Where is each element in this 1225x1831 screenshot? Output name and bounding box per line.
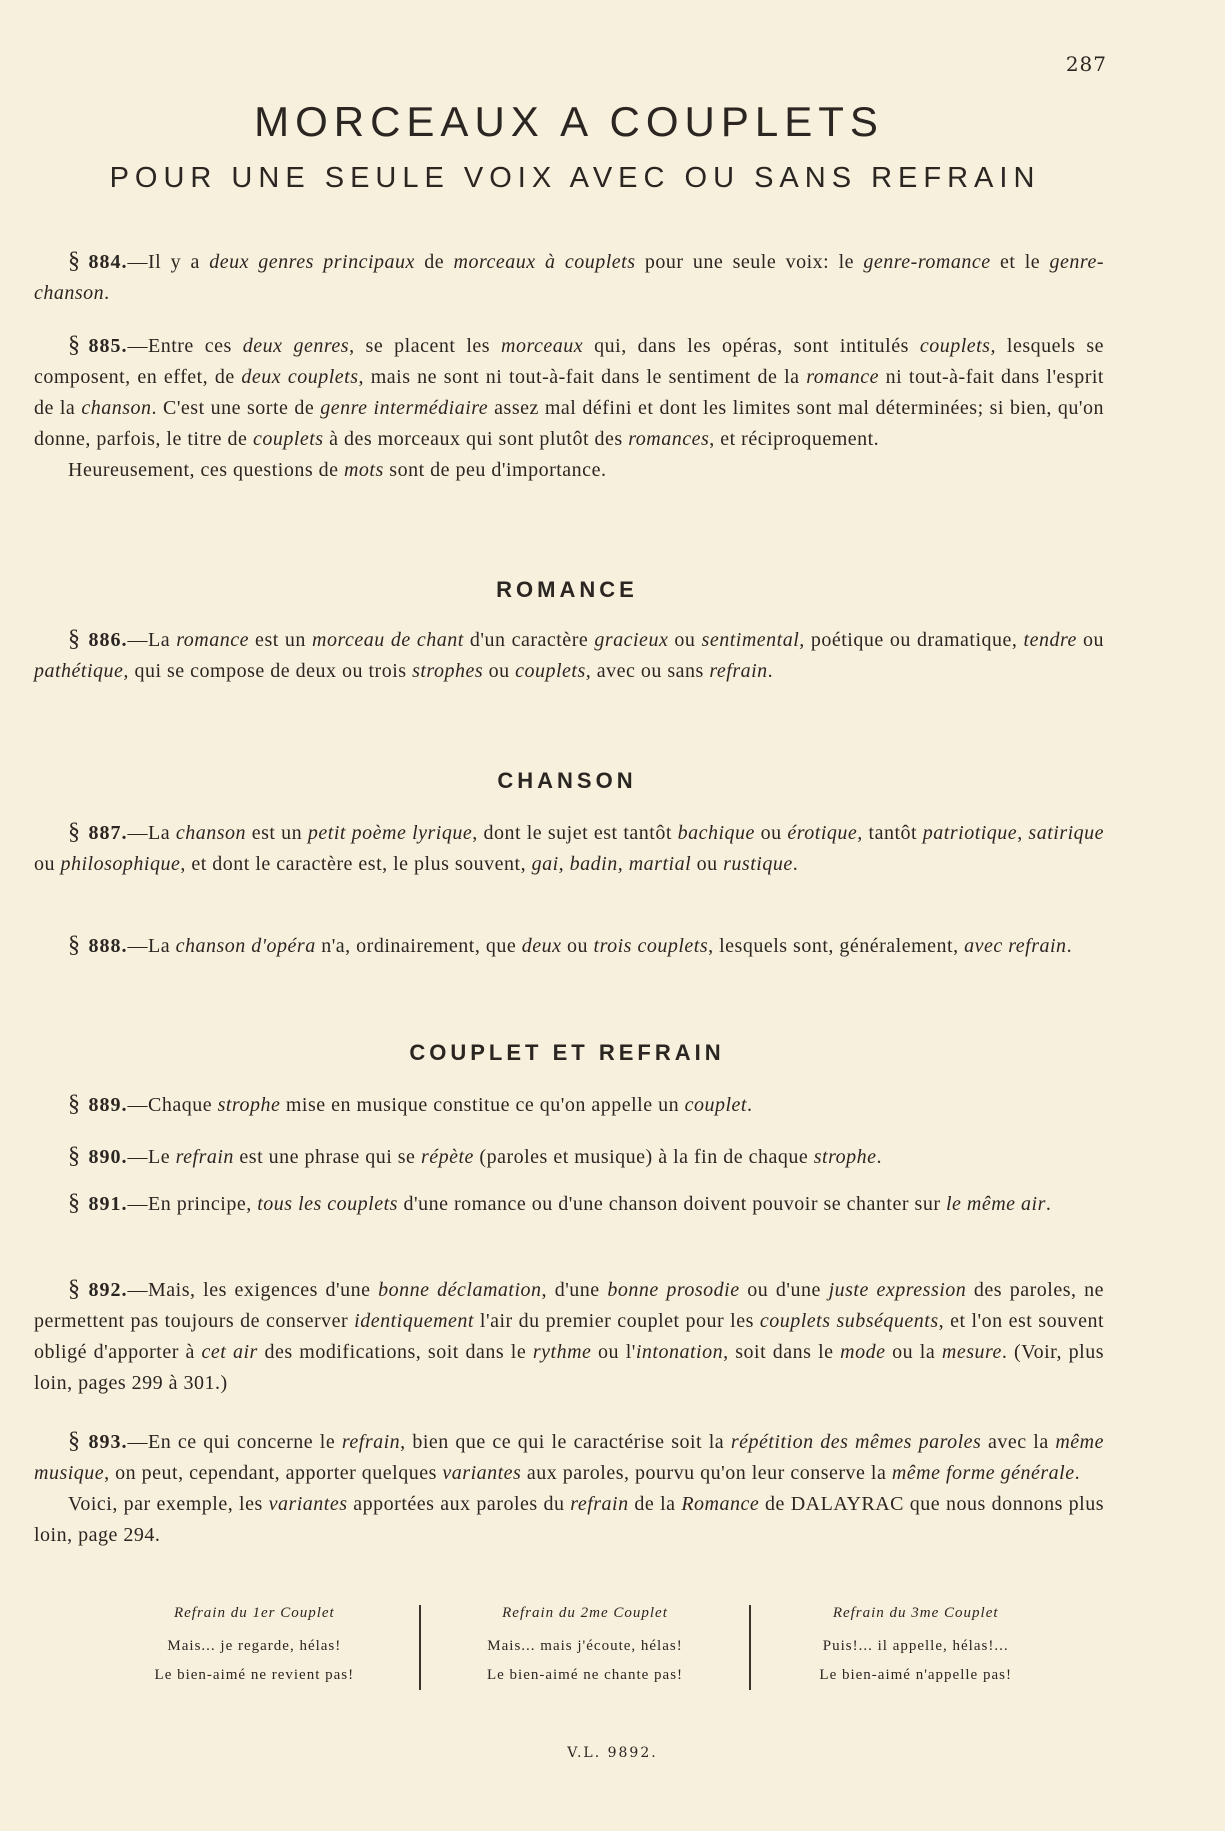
body-text: à des morceaux qui sont plutôt des xyxy=(323,428,629,450)
body-text: est un xyxy=(248,629,312,651)
emphasis-text: couplets subséquents xyxy=(759,1310,939,1332)
body-text: . C'est une sorte de xyxy=(151,397,321,419)
body-text: , soit dans le xyxy=(723,1341,841,1363)
body-text: qui, dans les opéras, sont intitulés xyxy=(583,335,920,357)
emphasis-text: morceaux à couplets xyxy=(453,251,636,273)
paragraph-s890 xyxy=(34,1141,1104,1173)
body-text: , xyxy=(1017,822,1029,844)
body-text: —En principe, xyxy=(127,1193,258,1215)
body-text: , et l'on est souvent obligé d'apporter à xyxy=(34,1310,1105,1363)
refrain-heading: Refrain du 3me Couplet xyxy=(832,1605,999,1621)
body-text: , dont le sujet est tantôt xyxy=(472,822,678,844)
body-text: d'une romance ou d'une chanson doivent pouvoir se chanter sur xyxy=(397,1193,946,1215)
emphasis-text: deux genres xyxy=(242,335,350,357)
page-subtitle: POUR UNE SEULE VOIX AVEC OU SANS REFRAIN xyxy=(109,162,1041,194)
body-text: —Le xyxy=(127,1146,176,1168)
paragraph-s893-continued xyxy=(34,1489,1104,1551)
emphasis-text: répète xyxy=(420,1146,474,1168)
body-text: . (Voir, plus loin, pages 299 à 301.) xyxy=(34,1341,1104,1394)
body-text: , lesquels sont, généralement, xyxy=(708,935,965,957)
section-sign-icon: § xyxy=(68,819,81,845)
emphasis-text: gai, badin, martial xyxy=(531,853,692,875)
emphasis-text: genre-romance xyxy=(863,251,991,273)
section-891 xyxy=(34,1188,1104,1220)
body-text: l'air du premier couplet pour les xyxy=(473,1310,760,1332)
emphasis-text: le même air xyxy=(945,1193,1046,1215)
body-text: . xyxy=(1045,1193,1052,1215)
emphasis-text: répétition des mêmes paroles xyxy=(730,1431,982,1453)
body-text: apportées aux paroles du xyxy=(347,1493,571,1515)
section-number: 885. xyxy=(88,335,128,357)
emphasis-text: couplets, xyxy=(515,660,592,682)
emphasis-text: romance xyxy=(176,629,249,651)
body-text: . xyxy=(792,853,799,875)
section-number: 887. xyxy=(88,822,128,844)
emphasis-text: refrain xyxy=(175,1146,234,1168)
body-text: sont de peu d'importance. xyxy=(383,459,607,481)
emphasis-text: trois couplets xyxy=(593,935,709,957)
emphasis-text: satirique xyxy=(1028,822,1105,844)
section-sign-icon: § xyxy=(68,248,81,274)
body-text: . xyxy=(1074,1462,1081,1484)
body-text: —Entre ces xyxy=(127,335,243,357)
body-text: mise en musique constitue ce qu'on appelle un xyxy=(280,1094,685,1116)
paragraph-s887 xyxy=(34,817,1104,880)
emphasis-text: bonne déclamation xyxy=(378,1279,542,1301)
emphasis-text: deux couplets xyxy=(241,366,359,388)
section-889 xyxy=(34,1089,1104,1121)
emphasis-text: genre-chanson xyxy=(34,251,1105,304)
body-text: —En ce qui concerne le xyxy=(127,1431,342,1453)
section-sign-icon: § xyxy=(68,1428,81,1454)
body-text: de la xyxy=(628,1493,682,1515)
section-sign-icon: § xyxy=(68,626,81,652)
body-text: , bien que ce qui le caractérise soit la xyxy=(400,1431,731,1453)
emphasis-text: philosophique xyxy=(60,853,181,875)
section-886 xyxy=(34,624,1104,687)
body-text: des paroles, ne permettent pas toujours de conserver xyxy=(34,1279,1105,1332)
body-text: . xyxy=(876,1146,883,1168)
section-888 xyxy=(34,930,1104,962)
page-title: MORCEAUX A COUPLETS xyxy=(254,98,884,145)
emphasis-text: gracieux xyxy=(594,629,669,651)
body-text: pour une seule voix: le xyxy=(635,251,864,273)
emphasis-text: bachique xyxy=(677,822,755,844)
body-text: , d'une xyxy=(541,1279,608,1301)
body-text: est une phrase qui se xyxy=(233,1146,421,1168)
refrain-column xyxy=(90,1605,419,1690)
refrain-column xyxy=(419,1605,750,1690)
emphasis-text: chanson d'opéra xyxy=(175,935,316,957)
body-text: . xyxy=(104,282,110,304)
section-number: 890. xyxy=(88,1146,128,1168)
section-892 xyxy=(34,1274,1104,1399)
body-text: , se placent les xyxy=(349,335,502,357)
body-text: poétique ou dramatique, xyxy=(804,629,1024,651)
emphasis-text: Romance xyxy=(681,1493,760,1515)
emphasis-text: strophes xyxy=(412,660,484,682)
section-number: 893. xyxy=(88,1431,128,1453)
body-text: n'a, ordinairement, que xyxy=(315,935,522,957)
emphasis-text: romances xyxy=(628,428,710,450)
body-text: lesquels se composent, en effet, de xyxy=(34,335,1104,388)
emphasis-text: mots xyxy=(343,459,384,481)
section-number: 888. xyxy=(88,935,128,957)
body-text: ou xyxy=(668,629,702,651)
page-number: 287 xyxy=(1065,52,1107,76)
section-sign-icon: § xyxy=(68,1091,81,1117)
section-sign-icon: § xyxy=(68,1276,81,1302)
body-text: —Il y a xyxy=(127,251,210,273)
emphasis-text: morceau de chant xyxy=(312,629,464,651)
body-text: ou xyxy=(691,853,724,875)
refrain-line: Mais... mais j'écoute, hélas! xyxy=(487,1638,683,1654)
section-sign-icon: § xyxy=(68,332,81,358)
emphasis-text: couplet xyxy=(684,1094,747,1116)
paragraph-s886 xyxy=(34,624,1104,687)
section-number: 886. xyxy=(88,629,128,651)
emphasis-text: refrain xyxy=(341,1431,401,1453)
body-text: ou d'une xyxy=(739,1279,829,1301)
body-text: Voici, par exemple, les xyxy=(68,1493,269,1515)
emphasis-text: avec refrain xyxy=(964,935,1067,957)
emphasis-text: mode xyxy=(840,1341,886,1363)
paragraph-s889 xyxy=(34,1089,1104,1121)
heading-romance: ROMANCE xyxy=(496,577,638,602)
refrain-line: Le bien-aimé ne chante pas! xyxy=(486,1667,684,1683)
body-text: avec la xyxy=(981,1431,1056,1453)
section-sign-icon: § xyxy=(68,1190,81,1216)
refrain-line: Puis!... il appelle, hélas!... xyxy=(822,1638,1009,1654)
emphasis-text: refrain xyxy=(709,660,768,682)
body-text: ou xyxy=(1076,629,1104,651)
paragraph-s892 xyxy=(34,1274,1104,1399)
emphasis-text: tous les couplets xyxy=(257,1193,398,1215)
emphasis-text: cet air xyxy=(201,1341,258,1363)
body-text: des modifications, soit dans le xyxy=(257,1341,533,1363)
paragraph-s885 xyxy=(34,330,1104,455)
section-885 xyxy=(34,330,1104,486)
emphasis-text: sentimental, xyxy=(701,629,805,651)
body-text: , mais ne sont ni tout-à-fait dans le sentiment de la xyxy=(358,366,807,388)
emphasis-text: rythme xyxy=(532,1341,592,1363)
section-890 xyxy=(34,1141,1104,1173)
paragraph-s891 xyxy=(34,1188,1104,1220)
emphasis-text: identiquement xyxy=(354,1310,474,1332)
emphasis-text: couplets xyxy=(252,428,324,450)
emphasis-text: couplets, xyxy=(919,335,996,357)
body-text: , on peut, cependant, apporter quelques xyxy=(104,1462,443,1484)
emphasis-text: strophe xyxy=(813,1146,877,1168)
body-text: ou xyxy=(34,853,61,875)
emphasis-text: chanson xyxy=(81,397,152,419)
body-text: de xyxy=(414,251,454,273)
body-text: , et réciproquement. xyxy=(709,428,880,450)
body-text: tantôt xyxy=(862,822,923,844)
section-number: 892. xyxy=(88,1279,128,1301)
paragraph-s888 xyxy=(34,930,1104,962)
body-text: ni tout-à-fait dans l'esprit de la xyxy=(34,366,1104,419)
paragraph-s885-continued xyxy=(34,455,1104,486)
emphasis-text: chanson xyxy=(175,822,246,844)
section-number: 884. xyxy=(88,251,128,273)
emphasis-text: variantes xyxy=(442,1462,522,1484)
emphasis-text: érotique, xyxy=(787,822,863,844)
body-text: —La xyxy=(127,935,176,957)
emphasis-text: patriotique xyxy=(922,822,1018,844)
body-text: , et dont le caractère est, le plus souvent, xyxy=(180,853,532,875)
body-text: —La xyxy=(127,629,177,651)
body-text: assez mal défini et dont les limites sont mal déterminées; si bien, qu'on donne, parfois, le titre de xyxy=(34,397,1105,450)
body-text: ou xyxy=(483,660,516,682)
emphasis-text: même forme générale xyxy=(891,1462,1075,1484)
emphasis-text: variantes xyxy=(268,1493,348,1515)
body-text: —La xyxy=(127,822,176,844)
refrain-heading: Refrain du 2me Couplet xyxy=(502,1605,668,1621)
section-887 xyxy=(34,817,1104,880)
body-text: ou xyxy=(561,935,594,957)
body-text: . xyxy=(746,1094,753,1116)
paragraph-s884 xyxy=(34,246,1104,309)
refrain-column xyxy=(749,1605,1080,1690)
emphasis-text: strophe xyxy=(217,1094,281,1116)
body-text: ou xyxy=(754,822,788,844)
refrain-heading: Refrain du 1er Couplet xyxy=(173,1605,335,1621)
refrain-line: Le bien-aimé n'appelle pas! xyxy=(819,1667,1012,1683)
body-text: (paroles et musique) à la fin de chaque xyxy=(473,1146,814,1168)
emphasis-text: morceaux xyxy=(501,335,584,357)
body-text: —Mais, les exigences d'une xyxy=(127,1279,379,1301)
body-text: et le xyxy=(990,251,1050,273)
body-text: . xyxy=(1066,935,1073,957)
body-text: est un xyxy=(246,822,308,844)
section-884 xyxy=(34,246,1104,309)
emphasis-text: genre intermédiaire xyxy=(320,397,489,419)
body-text: avec ou sans xyxy=(591,660,710,682)
section-893 xyxy=(34,1426,1104,1551)
body-text: —Chaque xyxy=(127,1094,218,1116)
section-number: 889. xyxy=(88,1094,128,1116)
emphasis-text: romance xyxy=(806,366,879,388)
section-sign-icon: § xyxy=(68,932,81,958)
emphasis-text: intonation xyxy=(635,1341,724,1363)
section-number: 891. xyxy=(88,1193,128,1215)
body-text: qui se compose de deux ou trois xyxy=(128,660,413,682)
body-text: Heureusement, ces questions de xyxy=(68,459,344,481)
emphasis-text: bonne prosodie xyxy=(607,1279,740,1301)
emphasis-text: pathétique, xyxy=(34,660,129,682)
emphasis-text: refrain xyxy=(570,1493,629,1515)
emphasis-text: deux genres principaux xyxy=(209,251,415,273)
refrain-variants-table xyxy=(90,1605,1080,1690)
section-sign-icon: § xyxy=(68,1143,81,1169)
refrain-line: Mais... je regarde, hélas! xyxy=(167,1638,342,1654)
paragraph-s893 xyxy=(34,1426,1104,1489)
emphasis-text: même musique xyxy=(34,1431,1104,1484)
body-text: . xyxy=(767,660,774,682)
emphasis-text: tendre xyxy=(1023,629,1077,651)
emphasis-text: mesure xyxy=(941,1341,1002,1363)
body-text: ou l' xyxy=(591,1341,636,1363)
body-text: aux paroles, pourvu qu'on leur conserve la xyxy=(521,1462,892,1484)
heading-couplet-refrain: COUPLET ET REFRAIN xyxy=(409,1040,725,1065)
emphasis-text: juste expression xyxy=(828,1279,967,1301)
body-text: ou la xyxy=(885,1341,942,1363)
emphasis-text: petit poème lyrique xyxy=(307,822,473,844)
refrain-line: Le bien-aimé ne revient pas! xyxy=(154,1667,355,1683)
body-text: de DALAYRAC que nous donnons plus loin, page 294. xyxy=(34,1493,1105,1546)
emphasis-text: rustique xyxy=(723,853,793,875)
heading-chanson: CHANSON xyxy=(497,768,637,793)
footer-plate-number: V.L. 9892. xyxy=(567,1745,658,1761)
emphasis-text: deux xyxy=(521,935,562,957)
body-text: d'un caractère xyxy=(463,629,595,651)
